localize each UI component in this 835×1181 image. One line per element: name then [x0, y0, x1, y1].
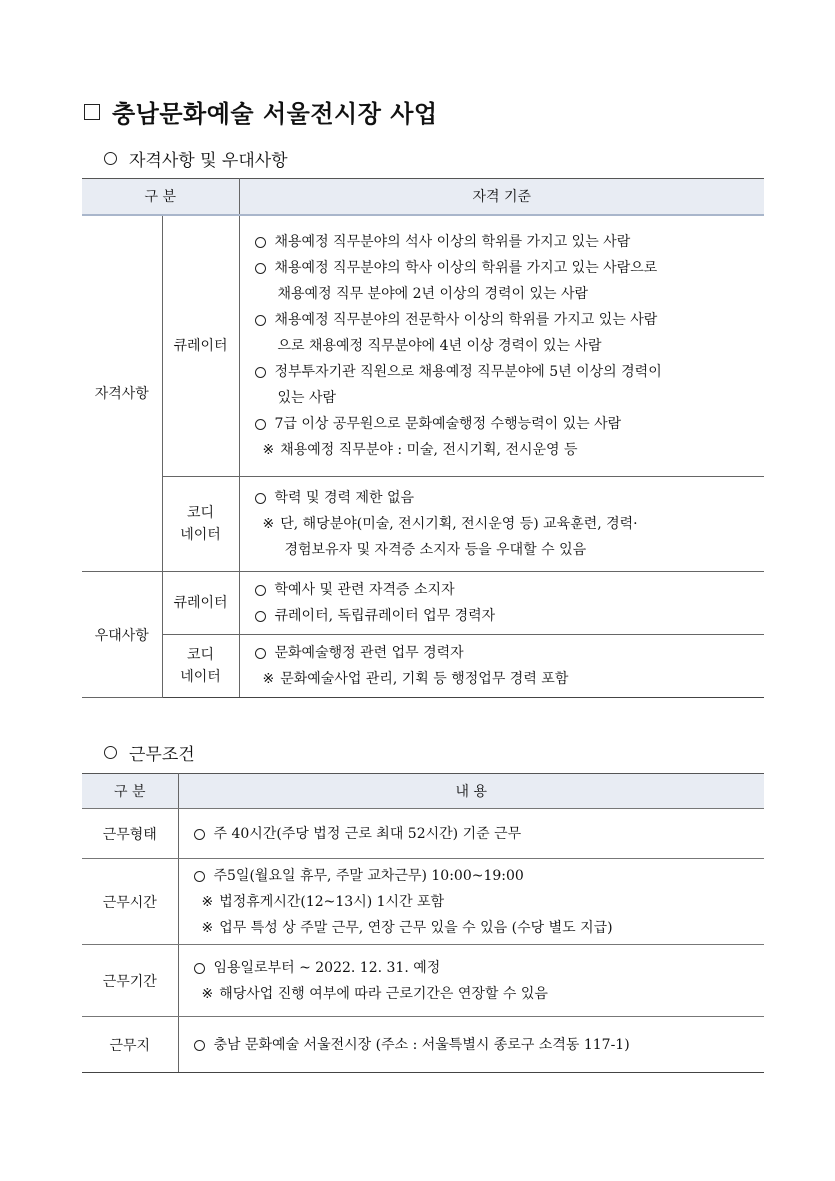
circle-bullet-icon	[255, 493, 266, 504]
preference-curator-content	[239, 572, 764, 635]
label-line: 코디	[186, 505, 215, 521]
row-content	[178, 1017, 764, 1073]
bullet-text: 정부투자기관 직원으로 채용예정 직무분야에 5년 이상의 경력이	[274, 363, 662, 380]
bullet-item	[255, 359, 759, 385]
bullet-item	[194, 863, 759, 889]
table-header-row	[82, 179, 764, 215]
reference-mark-icon: ※	[201, 919, 214, 936]
label-line: 코디	[186, 647, 215, 663]
header-criteria: 자격 기준	[239, 179, 764, 215]
circle-bullet-icon	[255, 237, 266, 248]
section2-heading-text: 근무조건	[129, 744, 195, 765]
reference-mark-icon: ※	[262, 671, 275, 687]
table-row	[82, 477, 764, 572]
bullet-item	[194, 1032, 759, 1058]
circle-bullet-icon	[194, 963, 205, 974]
section1-heading-text: 자격사항 및 우대사항	[129, 150, 288, 171]
header-category: 구 분	[82, 179, 239, 215]
table-row	[82, 572, 764, 635]
bullet-text: 큐레이터, 독립큐레이터 업무 경력자	[274, 608, 496, 624]
section1-heading	[104, 146, 288, 170]
reference-mark-icon: ※	[201, 893, 214, 910]
bullet-text: 7급 이상 공무원으로 문화예술행정 수행능력이 있는 사람	[274, 415, 622, 432]
label-line: 네이터	[180, 669, 221, 685]
bullet-text: 문화예술행정 관련 업무 경력자	[274, 645, 464, 661]
reference-mark-icon: ※	[201, 985, 214, 1002]
note-item	[194, 915, 759, 941]
preference-coordinator-content	[239, 635, 764, 698]
label-line: 네이터	[180, 527, 221, 543]
section2-heading	[104, 740, 195, 764]
note-text: 경험보유자 및 자격증 소지자 등을 우대할 수 있음	[284, 542, 587, 558]
circle-bullet-icon	[255, 367, 266, 378]
row-content	[178, 945, 764, 1017]
preference-category: 우대사항	[82, 572, 162, 698]
note-text: 단, 해당분야(미술, 전시기획, 전시운영 등) 교육훈련, 경력·	[280, 516, 638, 532]
row-label: 근무형태	[82, 809, 178, 859]
circle-bullet-icon	[255, 315, 266, 326]
bullet-text: 채용예정 직무분야의 학사 이상의 학위를 가지고 있는 사람으로	[274, 259, 658, 276]
bullet-text: 충남 문화예술 서울전시장 (주소 : 서울특별시 종로구 소격동 117-1)	[213, 1036, 630, 1053]
circle-bullet-icon	[194, 829, 205, 840]
bullet-item	[194, 821, 759, 847]
circle-bullet-icon	[194, 1040, 205, 1051]
circle-bullet-icon	[255, 419, 266, 430]
qualification-coordinator-label	[162, 477, 239, 572]
note-item	[194, 981, 759, 1007]
circle-bullet-icon	[255, 585, 266, 596]
table-row	[82, 859, 764, 945]
table-row	[82, 215, 764, 477]
bullet-continuation: 으로 채용예정 직무분야에 4년 이상 경력이 있는 사람	[277, 337, 602, 354]
note-item	[255, 437, 759, 463]
bullet-text: 주5일(월요일 휴무, 주말 교차근무) 10:00~19:00	[213, 867, 524, 884]
bullet-item	[255, 485, 759, 511]
row-label: 근무지	[82, 1017, 178, 1073]
bullet-item	[255, 603, 759, 629]
header-content: 내 용	[178, 774, 764, 809]
reference-mark-icon: ※	[262, 516, 275, 532]
qualification-category: 자격사항	[82, 215, 162, 572]
bullet-item	[255, 307, 759, 333]
bullet-item	[255, 255, 759, 281]
bullet-item	[255, 640, 759, 666]
bullet-item	[194, 955, 759, 981]
preference-coordinator-label	[162, 635, 239, 698]
bullet-item	[255, 577, 759, 603]
circle-bullet-icon	[194, 871, 205, 882]
circle-bullet-icon	[255, 648, 266, 659]
row-label: 근무기간	[82, 945, 178, 1017]
table-row	[82, 809, 764, 859]
note-text: 해당사업 진행 여부에 따라 근로기간은 연장할 수 있음	[219, 985, 548, 1002]
table-header-row	[82, 774, 764, 809]
reference-mark-icon: ※	[262, 441, 275, 458]
bullet-item	[255, 411, 759, 437]
bullet-text: 주 40시간(주당 법정 근로 최대 52시간) 기준 근무	[213, 825, 522, 842]
page-title-text: 충남문화예술 서울전시장 사업	[112, 99, 438, 128]
qualification-table	[82, 178, 764, 698]
bullet-text: 임용일로부터 ~ 2022. 12. 31. 예정	[213, 959, 441, 976]
row-content	[178, 809, 764, 859]
preference-curator-label: 큐레이터	[162, 572, 239, 635]
note-item	[255, 666, 759, 692]
note-item	[255, 537, 759, 563]
note-item	[194, 889, 759, 915]
header-category: 구 분	[82, 774, 178, 809]
page-title	[84, 94, 438, 128]
qualification-curator-label: 큐레이터	[162, 215, 239, 477]
circle-bullet-icon	[255, 263, 266, 274]
table-row	[82, 635, 764, 698]
note-text: 법정휴게시간(12~13시) 1시간 포함	[219, 893, 445, 910]
row-content	[178, 859, 764, 945]
qualification-coordinator-content	[239, 477, 764, 572]
circle-bullet-icon	[255, 611, 266, 622]
table-row	[82, 945, 764, 1017]
working-conditions-table	[82, 773, 764, 1073]
bullet-continuation: 있는 사람	[277, 389, 337, 406]
row-label: 근무시간	[82, 859, 178, 945]
bullet-text: 학력 및 경력 제한 없음	[274, 490, 415, 506]
note-text: 채용예정 직무분야 : 미술, 전시기획, 전시운영 등	[280, 441, 578, 458]
bullet-item	[255, 229, 759, 255]
circle-bullet-icon	[104, 746, 117, 759]
note-text: 업무 특성 상 주말 근무, 연장 근무 있을 수 있음 (수당 별도 지급)	[219, 919, 613, 936]
table-row	[82, 1017, 764, 1073]
bullet-text: 채용예정 직무분야의 전문학사 이상의 학위를 가지고 있는 사람	[274, 311, 658, 328]
bullet-text: 채용예정 직무분야의 석사 이상의 학위를 가지고 있는 사람	[274, 233, 631, 250]
note-item	[255, 511, 759, 537]
circle-bullet-icon	[104, 152, 117, 165]
qualification-curator-content	[239, 215, 764, 477]
bullet-continuation: 채용예정 직무 분야에 2년 이상의 경력이 있는 사람	[277, 285, 589, 302]
bullet-text: 학예사 및 관련 자격증 소지자	[274, 582, 455, 598]
square-bullet-icon	[84, 104, 100, 120]
note-text: 문화예술사업 관리, 기획 등 행정업무 경력 포함	[280, 671, 569, 687]
